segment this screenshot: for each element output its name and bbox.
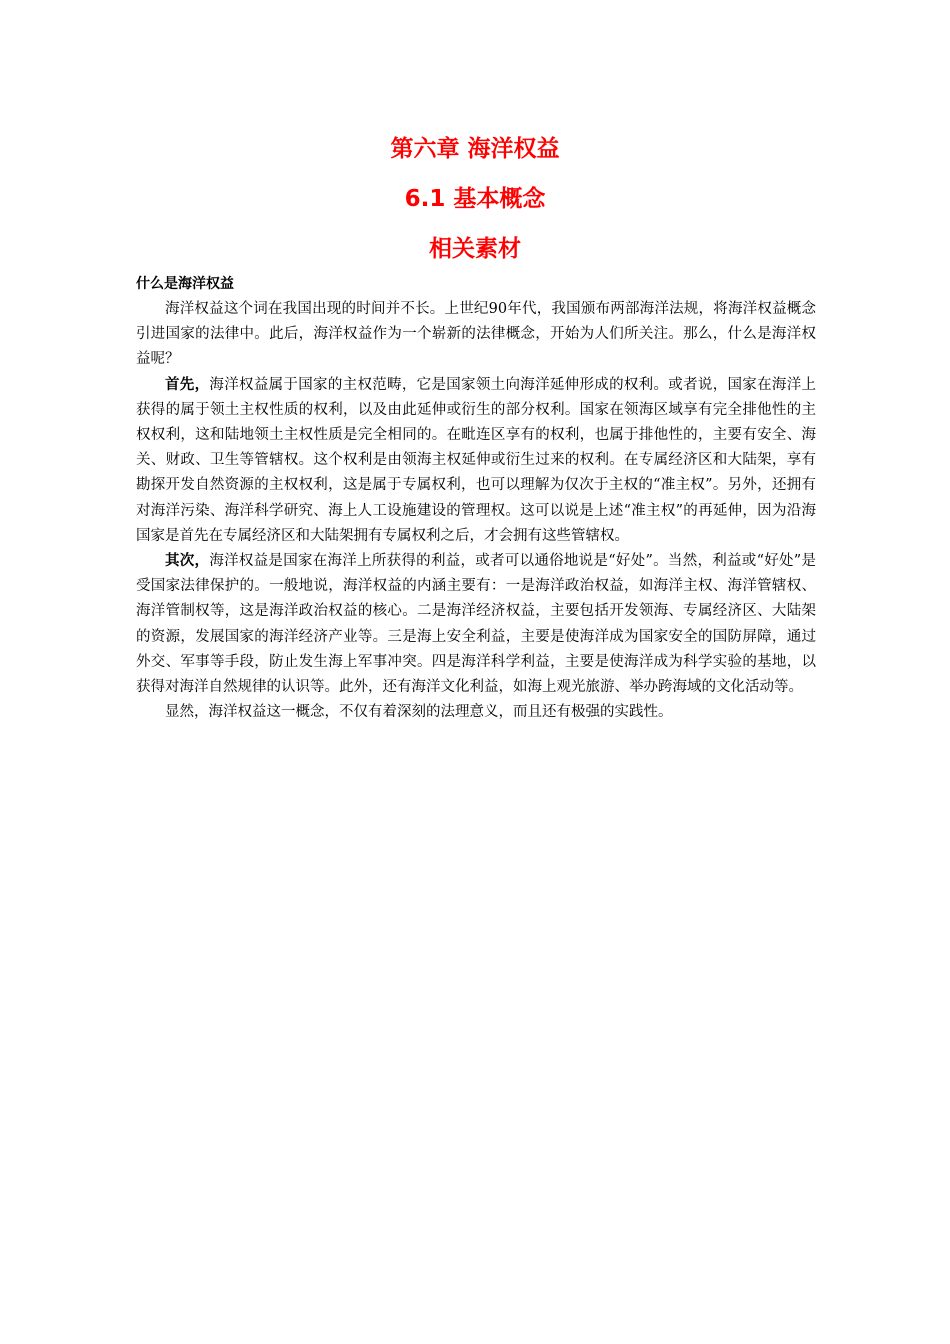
chapter-title: 第六章 海洋权益 [390,136,560,162]
topic-heading: 什么是海洋权益 [136,276,234,292]
paragraph-text: 显然，海洋权益这一概念，不仅有着深刻的法理意义，而且还有极强的实践性。 [165,704,673,721]
document-body [136,272,816,725]
paragraph-lead: 其次， [165,553,210,570]
paragraph-text: 海洋权益这个词在我国出现的时间并不长。上世纪90年代，我国颁布两部海洋法规，将海洋权益概念引进国家的法律中。此后，海洋权益作为一个崭新的法律概念，开始为人们所关注。那么，什么是海洋权益呢？ [136,301,816,368]
paragraph-conclusion [136,700,816,725]
paragraph-text: 海洋权益是国家在海洋上所获得的利益，或者可以通俗地说是“好处”。当然，利益或“好处”是受国家法律保护的。一般地说，海洋权益的内涵主要有：一是海洋政治权益，如海洋主权、海洋管辖权、海洋管制权等，这是海洋政治权益的核心。二是海洋经济权益，主要包括开发领海、专属经济区、大陆架的资源，发展国家的海洋经济产业等。三是海上安全利益，主要是使海洋成为国家安全的国防屏障，通过外交、军事等手段，防止发生海上军事冲突。四是海洋科学利益，主要是使海洋成为科学实验的基地，以获得对海洋自然规律的认识等。此外，还有海洋文化利益，如海上观光旅游、举办跨海域的文化活动等。 [136,553,816,696]
paragraph-intro [136,297,816,373]
paragraph-first [136,373,816,549]
paragraph-lead: 首先， [165,376,210,393]
paragraph-second [136,549,816,700]
subtitle: 相关素材 [429,236,521,262]
section-title: 6.1 基本概念 [404,186,546,212]
paragraph-text: 海洋权益属于国家的主权范畴，它是国家领土向海洋延伸形成的权利。或者说，国家在海洋上获得的属于领土主权性质的权利，以及由此延伸或衍生的部分权利。国家在领海区域享有完全排他性的主权权利，这和陆地领土主权性质是完全相同的。在毗连区享有的权利，也属于排他性的，主要有安全、海关、财政、卫生等管辖权。这个权利是由领海主权延伸或衍生过来的权利。在专属经济区和大陆架，享有勘探开发自然资源的主权权利，这是属于专属权利，也可以理解为仅次于主权的“准主权”。另外，还拥有对海洋污染、海洋科学研究、海上人工设施建设的管理权。这可以说是上述“准主权”的再延伸，因为沿海国家是首先在专属经济区和大陆架拥有专属权利之后，才会拥有这些管辖权。 [136,376,817,544]
